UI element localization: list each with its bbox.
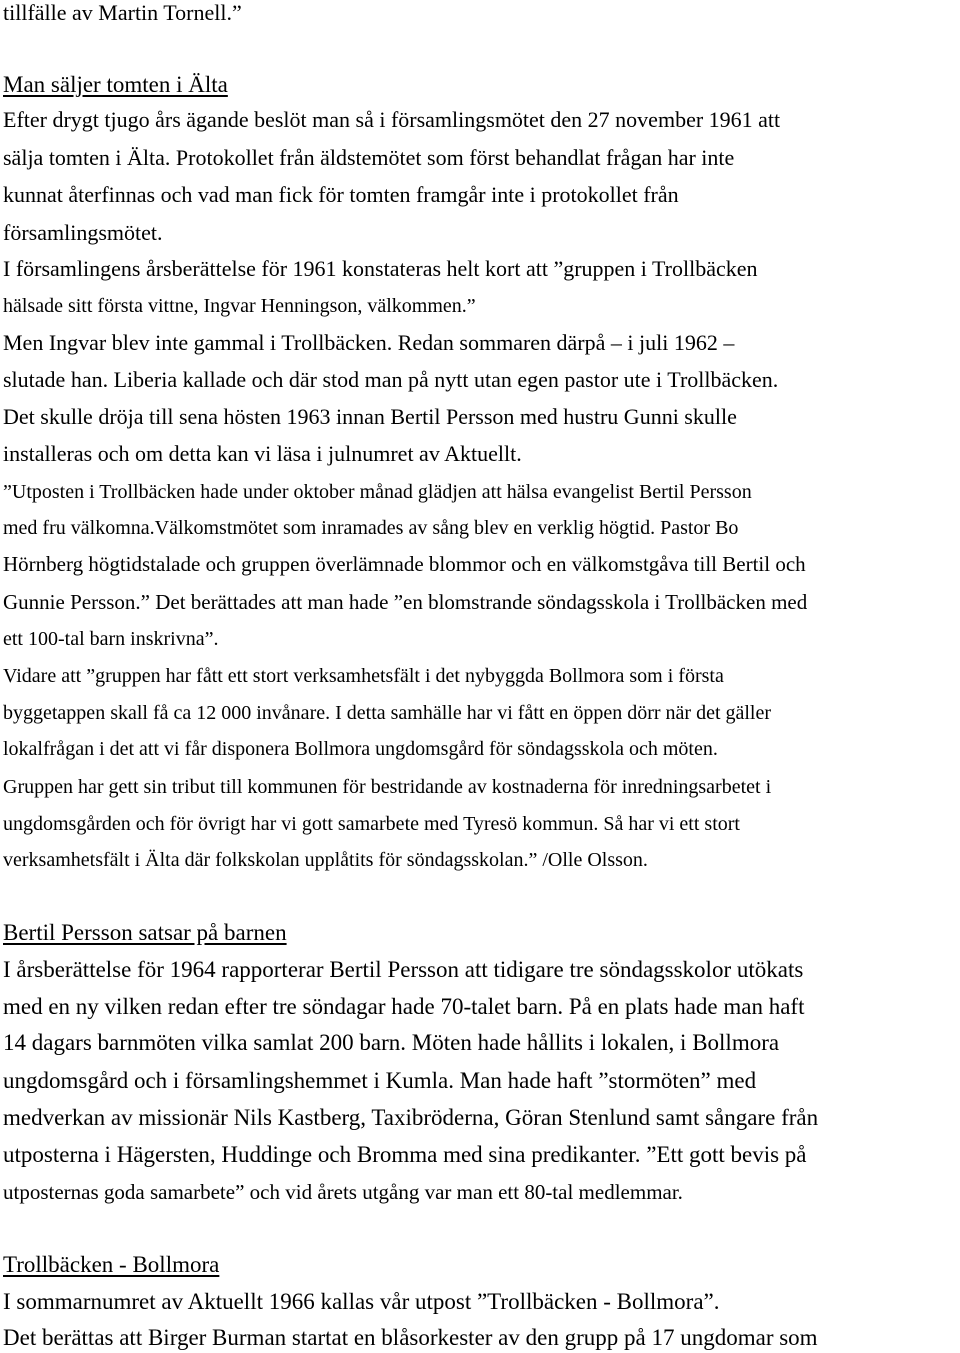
paragraph-line: ungdomsgården och för övrigt har vi gott samarbete med Tyresö kommun. Så har vi ett stort — [3, 813, 740, 835]
paragraph-line: kunnat återfinnas och vad man fick för tomten framgår inte i protokollet från — [3, 182, 679, 207]
paragraph-line: verksamhetsfält i Älta där folkskolan upplåtits för söndagsskolan.” /Olle Olsson. — [3, 849, 648, 871]
section-heading-trollbacken: Trollbäcken - Bollmora — [3, 1252, 220, 1277]
intro-line: tillfälle av Martin Tornell.” — [3, 0, 242, 25]
paragraph-line: byggetappen skall få ca 12 000 invånare. I detta samhälle har vi fått en öppen dörr när det gäller — [3, 702, 772, 724]
paragraph-line: med fru välkomna.Välkomstmötet som inramades av sång blev en verklig högtid. Pastor Bo — [3, 517, 739, 539]
paragraph-line: medverkan av missionär Nils Kastberg, Taxibröderna, Göran Stenlund samt sångare från — [3, 1105, 819, 1130]
paragraph-line: installeras och om detta kan vi läsa i julnumret av Aktuellt. — [3, 441, 522, 466]
paragraph-line: Men Ingvar blev inte gammal i Trollbäcken. Redan sommaren därpå – i juli 1962 – — [3, 330, 735, 355]
paragraph-line: I församlingens årsberättelse för 1961 konstateras helt kort att ”gruppen i Trollbäcken — [3, 256, 758, 281]
paragraph-line: församlingsmötet. — [3, 220, 163, 245]
section-heading-tomten: Man säljer tomten i Älta — [3, 72, 228, 97]
paragraph-line: I sommarnumret av Aktuellt 1966 kallas vår utpost ”Trollbäcken - Bollmora”. — [3, 1289, 720, 1314]
paragraph-line: Vidare att ”gruppen har fått ett stort verksamhetsfält i det nybyggda Bollmora som i första — [3, 665, 724, 687]
paragraph-line: lokalfrågan i det att vi får disponera Bollmora ungdomsgård för söndagsskola och möten. — [3, 738, 718, 760]
paragraph-line: ”Utposten i Trollbäcken hade under oktober månad glädjen att hälsa evangelist Bertil Persson — [3, 481, 752, 503]
paragraph-line: 14 dagars barnmöten vilka samlat 200 barn. Möten hade hållits i lokalen, i Bollmora — [3, 1030, 780, 1055]
paragraph-line: Det skulle dröja till sena hösten 1963 innan Bertil Persson med hustru Gunni skulle — [3, 404, 737, 429]
section-heading-bertil: Bertil Persson satsar på barnen — [3, 920, 287, 945]
paragraph-line: ett 100-tal barn inskrivna”. — [3, 628, 219, 650]
paragraph-line: Gunnie Persson.” Det berättades att man hade ”en blomstrande söndagsskola i Trollbäcken med — [3, 590, 808, 614]
paragraph-line: hälsade sitt första vittne, Ingvar Henningson, välkommen.” — [3, 295, 476, 317]
paragraph-line: Hörnberg högtidstalade och gruppen överlämnade blommor och en välkomstgåva till Bertil och — [3, 552, 806, 576]
paragraph-line: I årsberättelse för 1964 rapporterar Bertil Persson att tidigare tre söndagsskolor utökats — [3, 957, 804, 982]
paragraph-line: Det berättas att Birger Burman startat en blåsorkester av den grupp på 17 ungdomar som — [3, 1325, 818, 1350]
paragraph-line: slutade han. Liberia kallade och där stod man på nytt utan egen pastor ute i Trollbäcken. — [3, 367, 779, 392]
paragraph-line: sälja tomten i Älta. Protokollet från äldstemötet som först behandlat frågan har inte — [3, 145, 735, 170]
paragraph-line: Gruppen har gett sin tribut till kommunen för bestridande av kostnaderna för inredningsarbetet i — [3, 776, 772, 798]
paragraph-line: Efter drygt tjugo års ägande beslöt man så i församlingsmötet den 27 november 1961 att — [3, 107, 781, 132]
paragraph-line: ungdomsgård och i församlingshemmet i Kumla. Man hade haft ”stormöten” med — [3, 1068, 757, 1093]
paragraph-line: utposterna i Hägersten, Huddinge och Bromma med sina predikanter. ”Ett gott bevis på — [3, 1142, 807, 1167]
paragraph-line: utposternas goda samarbete” och vid årets utgång var man ett 80-tal medlemmar. — [3, 1180, 683, 1204]
paragraph-line: med en ny vilken redan efter tre söndagar hade 70-talet barn. På en plats hade man haft — [3, 994, 805, 1019]
